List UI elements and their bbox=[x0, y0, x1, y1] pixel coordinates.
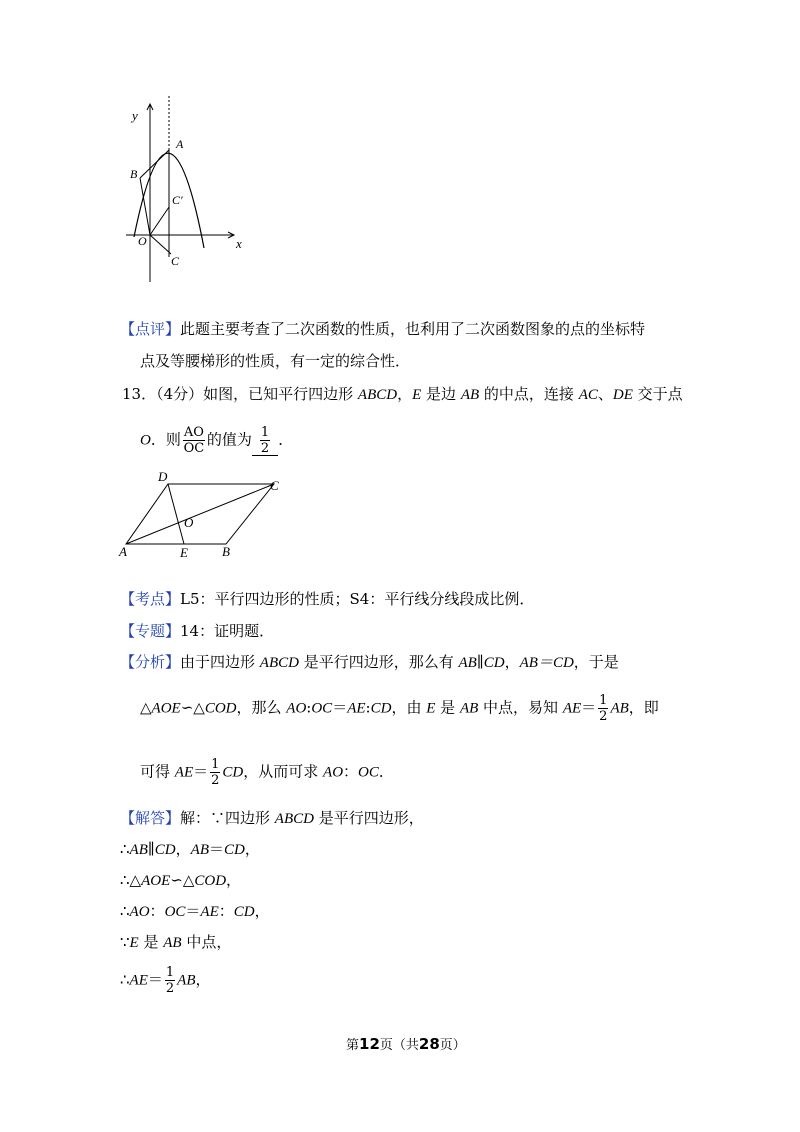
q13-text: ， bbox=[397, 385, 413, 403]
label-a: A bbox=[176, 137, 184, 151]
label-e: E bbox=[180, 545, 188, 560]
fenxi-text: ＝ bbox=[332, 698, 348, 717]
jieda-line-5 bbox=[120, 931, 231, 952]
review-line-1 bbox=[120, 318, 645, 339]
fenxi-tag: 【分析】 bbox=[120, 653, 181, 671]
answer-fraction bbox=[260, 426, 270, 455]
diagonal-ac bbox=[126, 484, 274, 544]
jieda-var: COD bbox=[194, 873, 227, 889]
q13-abcd: ABCD bbox=[357, 387, 398, 403]
answer-blank bbox=[252, 426, 278, 456]
q13-text: ．则 bbox=[150, 430, 181, 449]
fenxi-text: 是平行四边形，那么有 bbox=[298, 653, 459, 671]
fenxi-fraction bbox=[598, 694, 608, 723]
jieda-text: 是 bbox=[138, 933, 164, 951]
jieda-fraction bbox=[165, 966, 175, 995]
fenxi-var: AB＝CD bbox=[519, 655, 574, 671]
jieda-text: ： bbox=[149, 902, 165, 920]
fenxi-text: ，从而可求 bbox=[243, 762, 324, 781]
jieda-var: AB bbox=[190, 842, 209, 858]
zhuanti-tag: 【专题】 bbox=[120, 622, 181, 640]
jieda-text: ∵ bbox=[120, 933, 130, 951]
jieda-text: ， bbox=[195, 970, 211, 989]
segment-de bbox=[168, 484, 184, 544]
jieda-text: ＝ bbox=[185, 902, 201, 920]
label-c: C bbox=[270, 478, 279, 493]
segment-bo bbox=[140, 178, 150, 235]
footer-page-number: 12 bbox=[359, 1035, 380, 1053]
label-o: O bbox=[184, 515, 194, 530]
fenxi-text: ，那么 bbox=[236, 698, 287, 717]
jieda-var: CD bbox=[233, 904, 255, 920]
label-b: B bbox=[222, 544, 230, 559]
label-c-prime: C′ bbox=[172, 193, 183, 207]
jieda-var: AB bbox=[163, 935, 182, 951]
jieda-text: ， bbox=[226, 871, 242, 889]
jieda-text: ∴ bbox=[120, 840, 130, 858]
jieda-line-3 bbox=[120, 869, 241, 890]
frac-num: AO bbox=[183, 425, 204, 440]
jieda-var: ABCD bbox=[274, 811, 314, 827]
segment-oc-prime bbox=[150, 207, 169, 235]
fenxi-var: E bbox=[426, 700, 436, 717]
q13-e: E bbox=[412, 387, 422, 403]
fenxi-text: 是 bbox=[435, 698, 460, 717]
jieda-line-1 bbox=[120, 807, 424, 828]
label-d: D bbox=[158, 469, 168, 484]
frac-num: 1 bbox=[165, 965, 175, 980]
review-tag: 【点评】 bbox=[120, 320, 181, 338]
jieda-var: E bbox=[129, 935, 139, 951]
jieda-var: AE bbox=[129, 972, 148, 989]
fenxi-text: ∽△ bbox=[180, 698, 205, 717]
fenxi-var: AE bbox=[174, 764, 194, 781]
fenxi-var: AE bbox=[347, 700, 366, 717]
footer-text: 页（共 bbox=[379, 1038, 419, 1053]
q13-text: 的中点，连接 bbox=[479, 385, 579, 403]
fenxi-var: CD bbox=[222, 764, 244, 781]
fenxi-line-2 bbox=[140, 694, 659, 723]
jieda-text: ， bbox=[244, 840, 260, 858]
parabola-figure bbox=[118, 92, 258, 292]
q13-text: ． bbox=[278, 430, 294, 449]
jieda-text: ∴△ bbox=[120, 871, 142, 889]
fenxi-fraction bbox=[210, 758, 220, 787]
kaodian-tag: 【考点】 bbox=[120, 590, 181, 608]
jieda-text: 中点， bbox=[181, 933, 232, 951]
zhuanti-text: 14：证明题． bbox=[180, 622, 275, 640]
fenxi-text: 中点，易知 bbox=[478, 698, 563, 717]
zhuanti-line bbox=[120, 620, 274, 641]
fenxi-line-1 bbox=[120, 651, 619, 672]
jieda-tag: 【解答】 bbox=[120, 809, 181, 827]
jieda-var: AO bbox=[129, 904, 150, 920]
q13-fraction bbox=[183, 426, 205, 455]
fenxi-var: AB bbox=[459, 700, 479, 717]
jieda-text: ∴ bbox=[120, 970, 130, 989]
fenxi-var: OC bbox=[358, 764, 379, 781]
frac-den: 2 bbox=[599, 709, 608, 724]
label-x: x bbox=[236, 236, 242, 251]
jieda-var: AE bbox=[200, 904, 219, 920]
segment-ba bbox=[140, 150, 169, 178]
label-o: O bbox=[138, 234, 147, 248]
jieda-text: 解：∵四边形 bbox=[180, 809, 275, 827]
jieda-var: CD bbox=[224, 842, 245, 858]
fenxi-text: ， bbox=[504, 653, 520, 671]
jieda-text: ＝ bbox=[147, 970, 163, 989]
label-a: A bbox=[119, 544, 127, 559]
jieda-text: ， bbox=[175, 840, 191, 858]
label-c: C bbox=[171, 254, 180, 268]
fenxi-var: AB bbox=[610, 700, 629, 717]
fenxi-var: OC bbox=[311, 700, 333, 717]
parallelogram-figure bbox=[116, 468, 292, 560]
question-13-line-1 bbox=[122, 383, 683, 404]
q13-text: 、 bbox=[597, 385, 613, 403]
fenxi-text: : bbox=[365, 698, 371, 717]
answer-den: 2 bbox=[260, 441, 270, 456]
answer-num: 1 bbox=[260, 425, 270, 440]
frac-num: 1 bbox=[211, 757, 220, 772]
segment-oc bbox=[150, 235, 171, 254]
page-footer bbox=[346, 1034, 466, 1053]
frac-den: OC bbox=[183, 441, 205, 456]
jieda-text: ＝ bbox=[208, 840, 224, 858]
footer-text: 第 bbox=[346, 1038, 360, 1053]
review-text-1: 此题主要考查了二次函数的性质，也利用了二次函数图象的点的坐标特 bbox=[180, 320, 646, 338]
jieda-line-6 bbox=[120, 966, 211, 995]
fenxi-text: ，于是 bbox=[573, 653, 619, 671]
jieda-text: ， bbox=[254, 902, 270, 920]
kaodian-text: L5：平行四边形的性质；S4：平行线分线段成比例． bbox=[180, 590, 535, 608]
fenxi-text: ＝ bbox=[193, 762, 209, 781]
jieda-text: ∽△ bbox=[170, 871, 195, 889]
jieda-var: AB∥CD bbox=[129, 842, 176, 858]
fenxi-text: ＝ bbox=[581, 698, 597, 717]
q13-text: 的值为 bbox=[206, 430, 252, 449]
frac-den: 2 bbox=[165, 981, 175, 996]
q13-de: DE bbox=[612, 387, 633, 403]
q13-ab: AB bbox=[460, 387, 480, 403]
fenxi-text: 可得 bbox=[140, 762, 175, 781]
review-line-2: 点及等腰梯形的性质，有一定的综合性． bbox=[140, 352, 411, 370]
label-b: B bbox=[130, 167, 138, 181]
jieda-text: 是平行四边形， bbox=[313, 809, 424, 827]
kaodian-line bbox=[120, 588, 534, 609]
jieda-text: ： bbox=[218, 902, 234, 920]
footer-total-pages: 28 bbox=[418, 1035, 440, 1053]
fenxi-text: 由于四边形 bbox=[180, 653, 260, 671]
jieda-var: AOE bbox=[141, 873, 171, 889]
fenxi-text: △ bbox=[140, 698, 152, 717]
fenxi-text: ： bbox=[343, 762, 359, 781]
q13-text: 13．（4分）如图，已知平行四边形 bbox=[122, 385, 358, 403]
jieda-text: ∴ bbox=[120, 902, 130, 920]
fenxi-text: ． bbox=[378, 762, 394, 781]
fenxi-line-3 bbox=[140, 758, 394, 787]
fenxi-var: AO bbox=[286, 700, 307, 717]
frac-num: 1 bbox=[599, 693, 608, 708]
fenxi-text: ，由 bbox=[391, 698, 427, 717]
jieda-line-2 bbox=[120, 838, 260, 859]
fenxi-var: AO bbox=[323, 764, 344, 781]
fenxi-var: AE bbox=[562, 700, 582, 717]
frac-den: 2 bbox=[211, 773, 220, 788]
q13-o: O bbox=[140, 432, 151, 449]
fenxi-var: CD bbox=[370, 700, 392, 717]
fenxi-var: ABCD bbox=[259, 655, 299, 671]
q13-ac: AC bbox=[578, 387, 598, 403]
jieda-var: AB bbox=[177, 972, 196, 989]
question-13-line-2 bbox=[140, 426, 293, 456]
footer-text: 页） bbox=[439, 1038, 466, 1053]
fenxi-text: ，即 bbox=[628, 698, 659, 717]
label-y: y bbox=[132, 108, 138, 123]
q13-text: 交于点 bbox=[632, 385, 683, 403]
fenxi-var: AB∥CD bbox=[458, 655, 505, 671]
fenxi-var: AOE bbox=[151, 700, 181, 717]
jieda-var: OC bbox=[164, 904, 186, 920]
jieda-line-4 bbox=[120, 900, 270, 921]
fenxi-text: : bbox=[306, 698, 312, 717]
fenxi-var: COD bbox=[204, 700, 237, 717]
q13-text: 是边 bbox=[421, 385, 461, 403]
